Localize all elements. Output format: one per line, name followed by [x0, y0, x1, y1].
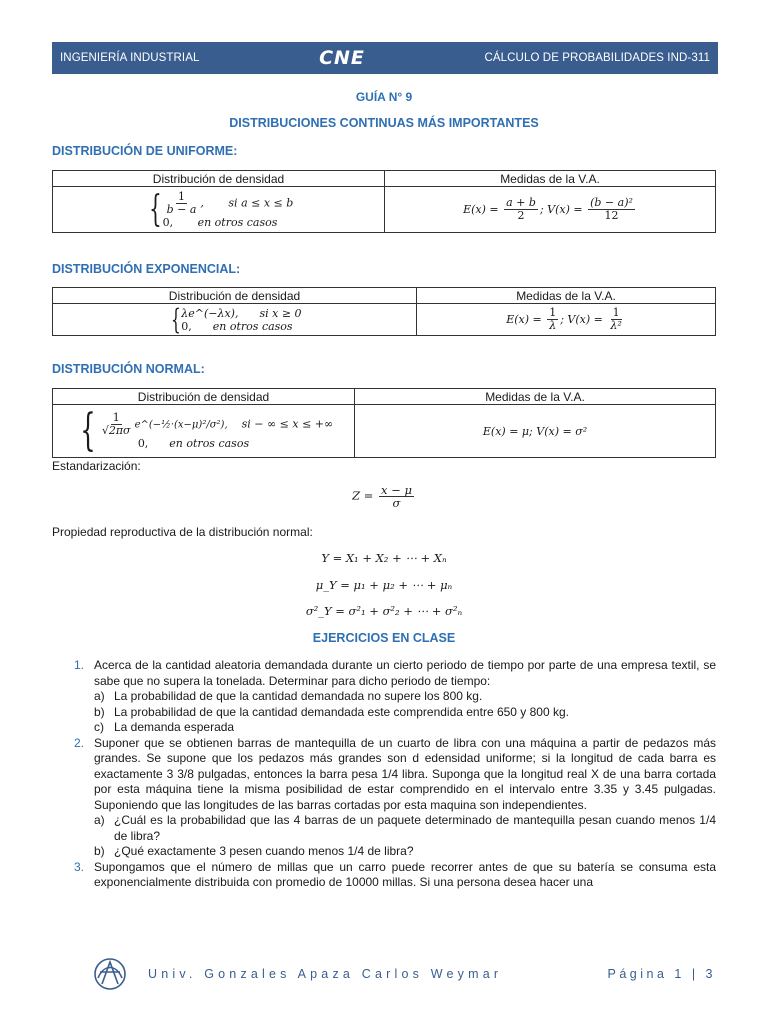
- uniform-ex-num: a + b: [506, 196, 536, 209]
- exponential-col-measures: Medidas de la V.A.: [417, 288, 716, 304]
- cne-logo: CNE: [319, 47, 365, 69]
- standardization-lhs: Z =: [352, 488, 374, 503]
- exercise-text: Acerca de la cantidad aleatoria demandada durante un cierto periodo de tiempo por parte de una empresa textil, se sabe que no supera la tonelada. Determinar para dicho periodo de tiempo:: [94, 658, 716, 688]
- standardization-label: Estandarización:: [52, 459, 141, 473]
- header-left: INGENIERÍA INDUSTRIAL: [60, 52, 200, 64]
- footer-page-number: Página 1 | 3: [607, 967, 716, 981]
- exponential-table: [52, 287, 716, 336]
- exponential-col-density: Distribución de densidad: [53, 288, 417, 304]
- exponential-measures-cell: [417, 304, 716, 336]
- exercise-subitem: a) La probabilidad de que la cantidad demandada no supere los 800 kg.: [94, 689, 483, 703]
- exponential-ex-num: 1: [549, 306, 557, 319]
- exercise-item: [52, 860, 716, 891]
- uniform-section-title: DISTRIBUCIÓN DE UNIFORME:: [52, 144, 238, 158]
- exponential-ex-den: λ: [549, 319, 557, 332]
- standardization-num: x − μ: [381, 483, 412, 497]
- exercise-subitem: b) La probabilidad de que la cantidad demandada este comprendida entre 650 y 800 kg.: [94, 704, 569, 719]
- exercise-item: [52, 658, 716, 736]
- exercise-number: 1.: [73, 658, 84, 672]
- uniform-var-den: 12: [604, 209, 619, 222]
- normal-col-measures: Medidas de la V.A.: [355, 389, 716, 405]
- exercise-number: 3.: [73, 859, 84, 874]
- exponential-var-prefix: ; V(x) =: [560, 312, 603, 326]
- header-band: [52, 42, 718, 74]
- exponential-var-num: 1: [612, 306, 620, 319]
- exercise-item: [52, 736, 716, 860]
- reproductive-eq3: σ²_Y = σ²₁ + σ²₂ + ⋯ + σ²ₙ: [305, 604, 463, 618]
- normal-table: [52, 388, 716, 458]
- uniform-frac-num: 1: [178, 189, 186, 203]
- header-right: CÁLCULO DE PROBABILIDADES IND-311: [484, 52, 710, 64]
- uniform-table: [52, 170, 716, 233]
- normal-measures: E(x) = μ; V(x) = σ²: [482, 425, 588, 438]
- normal-cond1: si − ∞ ≤ x ≤ +∞: [241, 417, 334, 431]
- exercise-number: 2.: [73, 735, 84, 750]
- normal-exp: e^(−½·(x−μ)²/σ²),: [134, 419, 228, 431]
- uniform-measures-cell: [385, 187, 716, 233]
- normal-section-title: DISTRIBUCIÓN NORMAL:: [52, 362, 205, 376]
- exponential-var-den: λ²: [610, 319, 622, 332]
- uniform-ex-prefix: E(x) =: [463, 202, 499, 216]
- exponential-row2: 0,: [181, 319, 192, 333]
- exercise-subitem: b) ¿Qué exactamente 3 pesen cuando menos 1/4 de libra?: [94, 844, 414, 858]
- footer-author: Univ. Gonzales Apaza Carlos Weymar: [148, 967, 503, 981]
- exercise-text: Suponer que se obtienen barras de mantequilla de un cuarto de libra con una máquina a partir de pedazos más grandes. Se supone que los pedazos más grandes son d edensidad uniforme; si la longitud de cada barra es exactamente 3 3/8 pulgadas, entonces la barra pesa 1/4 libra. Suponga que la longitud real X de una barra cortada por esta máquina tiene la misma posibilidad de estar comprendido en el intervalo entre 3.35 y 3.45 pulgadas. Suponiendo que las longitudes de las barras cortadas por esta maquina son independientes.: [94, 735, 716, 812]
- uniform-density-cell: { $\frac{1}{b - a}$ , si a ≤ x ≤ b 0, en otros casos: [53, 187, 385, 233]
- uniform-frac-den: b − a: [166, 202, 197, 216]
- exponential-ex-prefix: E(x) =: [506, 312, 542, 326]
- exponential-row1: λe^(−λx),: [181, 306, 239, 320]
- guide-subtitle: DISTRIBUCIONES CONTINUAS MÁS IMPORTANTES: [229, 116, 539, 130]
- uniform-col-measures: Medidas de la V.A.: [385, 171, 716, 187]
- exercise-subitem: c) La demanda esperada: [94, 720, 235, 734]
- reproductive-label: Propiedad reproductiva de la distribución normal:: [52, 525, 313, 539]
- normal-col-density: Distribución de densidad: [53, 389, 355, 405]
- reproductive-eq2: μ_Y = μ₁ + μ₂ + ⋯ + μₙ: [315, 578, 453, 592]
- standardization-den: σ: [392, 496, 401, 510]
- normal-frac-num: 1: [112, 411, 120, 424]
- normal-frac-den: √2πσ: [101, 424, 131, 437]
- uniform-cond2: en otros casos: [197, 215, 278, 229]
- exponential-cond2: en otros casos: [212, 319, 293, 333]
- exponential-cond1: si x ≥ 0: [259, 306, 302, 320]
- uniform-col-density: Distribución de densidad: [53, 171, 385, 187]
- uniform-cond1: si a ≤ x ≤ b: [228, 196, 294, 209]
- uniform-var-prefix: ; V(x) =: [539, 202, 583, 216]
- standardization-formula: [0, 484, 768, 509]
- exponential-section-title: DISTRIBUCIÓN EXPONENCIAL:: [52, 262, 241, 276]
- exercise-text: Supongamos que el número de millas que un carro puede recorrer antes de que su batería se consuma esta exponencialmente distribuida con promedio de 10000 millas. Si una persona desea hacer una: [94, 859, 716, 889]
- normal-cond2: en otros casos: [169, 437, 250, 450]
- normal-row2: 0,: [137, 437, 149, 450]
- university-seal-icon: [92, 956, 128, 992]
- exercise-subitem: a) ¿Cuál es la probabilidad que las 4 barras de un paquete determinado de mantequilla pesan cuando menos 1/4 de libra?: [94, 813, 716, 843]
- normal-measures-cell: [355, 405, 716, 458]
- exercises-title: EJERCICIOS EN CLASE: [312, 631, 456, 645]
- normal-density-cell: { $\frac{1}{√2\pi\sigma}$ e^(−½·(x−μ)²/σ²), si − ∞ ≤ x ≤ +∞ 0, en otros casos: [53, 405, 355, 458]
- uniform-ex-den: 2: [517, 209, 525, 222]
- uniform-row2: 0,: [162, 215, 174, 229]
- exercises-list: [52, 658, 716, 891]
- reproductive-eq1: Y = X₁ + X₂ + ⋯ + Xₙ: [321, 551, 447, 565]
- uniform-var-num: (b − a)²: [590, 196, 633, 209]
- guide-title: GUÍA N° 9: [355, 90, 413, 104]
- exponential-density-cell: { λe^(−λx), si x ≥ 0 0, en otros casos: [53, 304, 417, 336]
